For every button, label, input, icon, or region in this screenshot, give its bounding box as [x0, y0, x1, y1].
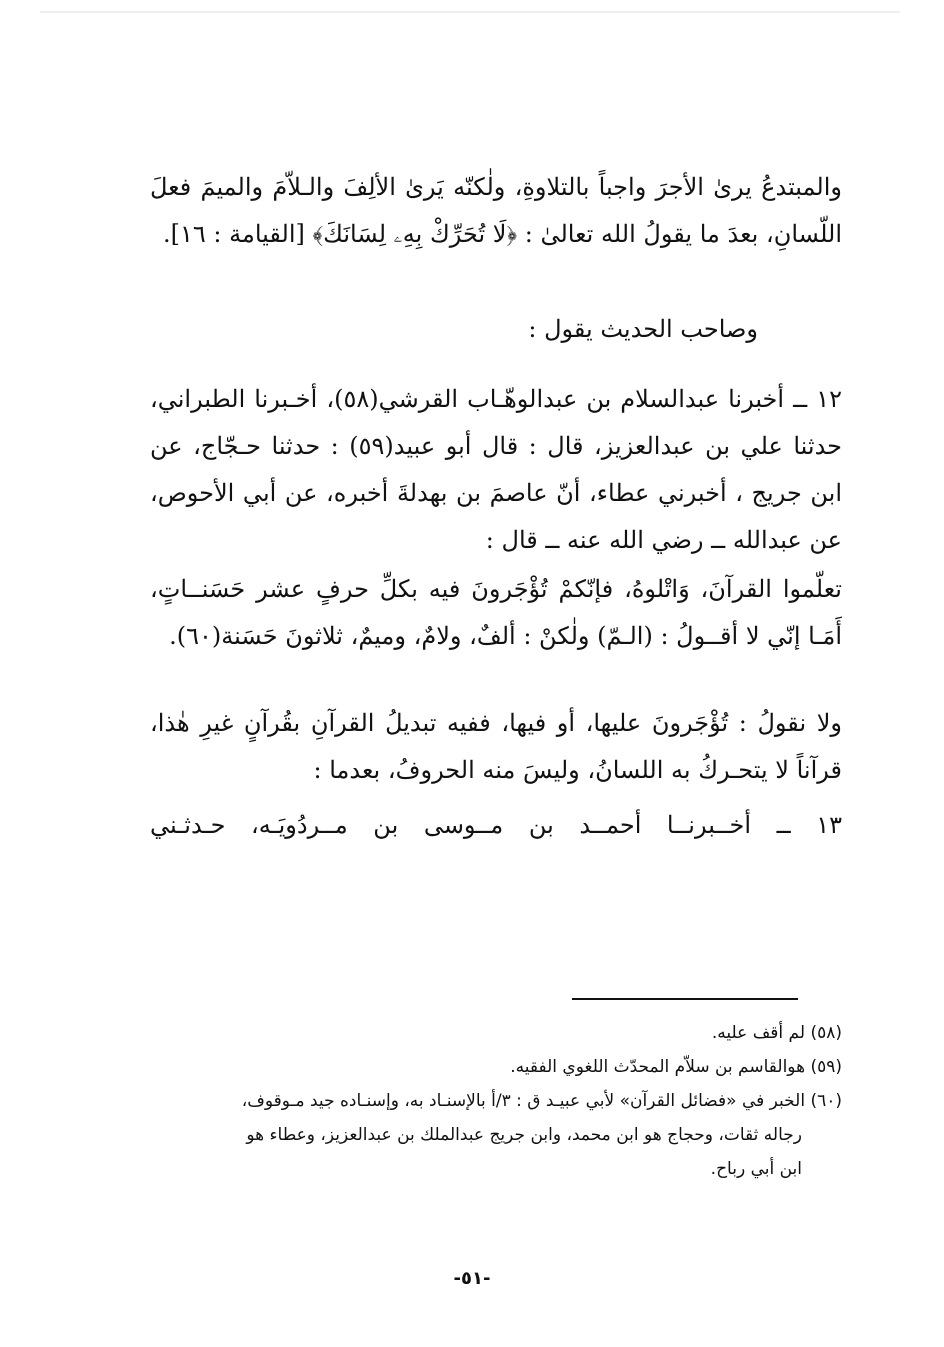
- body-paragraph-2: وصاحب الحديث يقول :: [528, 315, 758, 343]
- header-ornament: [0, 0, 944, 140]
- page-number: -٥١-: [453, 1268, 491, 1289]
- footnotes: [160, 1016, 842, 1186]
- footnote-58: (٥٨) لم أقف عليه.: [711, 1023, 842, 1043]
- body-paragraph-5: ولا نقولُ : تُؤْجَرونَ عليها، أو فيها، ففيه تبديلُ القرآنِ بقُرآنٍ غيرِ هٰذا، قرآناً لا يتحـركُ به اللسانُ، وليسَ منه الحروفُ، بعدما :: [150, 709, 842, 784]
- body-paragraph-6: ١٣ ــ أخــبرنــا أحمــد بن مــوسى بن مــردُويَـه، حـدثـني: [150, 811, 842, 839]
- body-paragraph-3: ١٢ ــ أخبرنا عبدالسلام بن عبدالوهّـاب القرشي(٥٨)، أخـبرنا الطبراني، حدثنا علي بن عبدالعزيز، قال : قال أبو عبيد(٥٩) : حدثنا حـجّاج، عن ابن جريج ، أخبرني عطاء، أنّ عاصمَ بن بهدلةَ أخبره، عن أبي الأحوص، عن عبدالله ــ رضي الله عنه ــ قال :: [150, 385, 843, 554]
- footnote-divider: [572, 998, 798, 1000]
- footnote-60-line-1: (٦٠) الخبر في «فضائل القرآن» لأبي عبيـد ق : ٣/أ بالإسنـاد به، وإسنـاده جيد مـوقوف،: [241, 1091, 842, 1111]
- footnote-60-line-3: ابن أبي رباح.: [710, 1159, 802, 1179]
- quoted-hadith-paragraph: تعلّموا القرآنَ، وَاتْلوهُ، فإنّكمْ تُؤْجَرونَ فيه بكلِّ حرفٍ عشر حَسَنــاتٍ، أَمَـا إنّي لا أقــولُ : (الـمّ) ولٰكنْ : ألفٌ، ولامٌ، وميمٌ، ثلاثونَ حَسَنة(٦٠).: [150, 575, 842, 650]
- body-paragraph-1: والمبتدعُ يرىٰ الأجرَ واجباً بالتلاوةِ، ولٰكنّه يَرىٰ الألِفَ والـلاّمَ والميمَ فعلَ اللّسانِ، بعدَ ما يقولُ الله تعالىٰ : ﴿لَا تُحَرِّكْ بِهِۦ لِسَانَكَ﴾ [القيامة : ١٦].: [150, 173, 842, 248]
- footnote-60-line-2: رجاله ثقات، وحجاج هو ابن محمد، وابن جريج عبدالملك بن عبدالعزيز، وعطاء هو: [246, 1125, 802, 1145]
- footnote-59: (٥٩) هوالقاسم بن سلاّم المحدّث اللغوي الفقيه.: [510, 1057, 842, 1077]
